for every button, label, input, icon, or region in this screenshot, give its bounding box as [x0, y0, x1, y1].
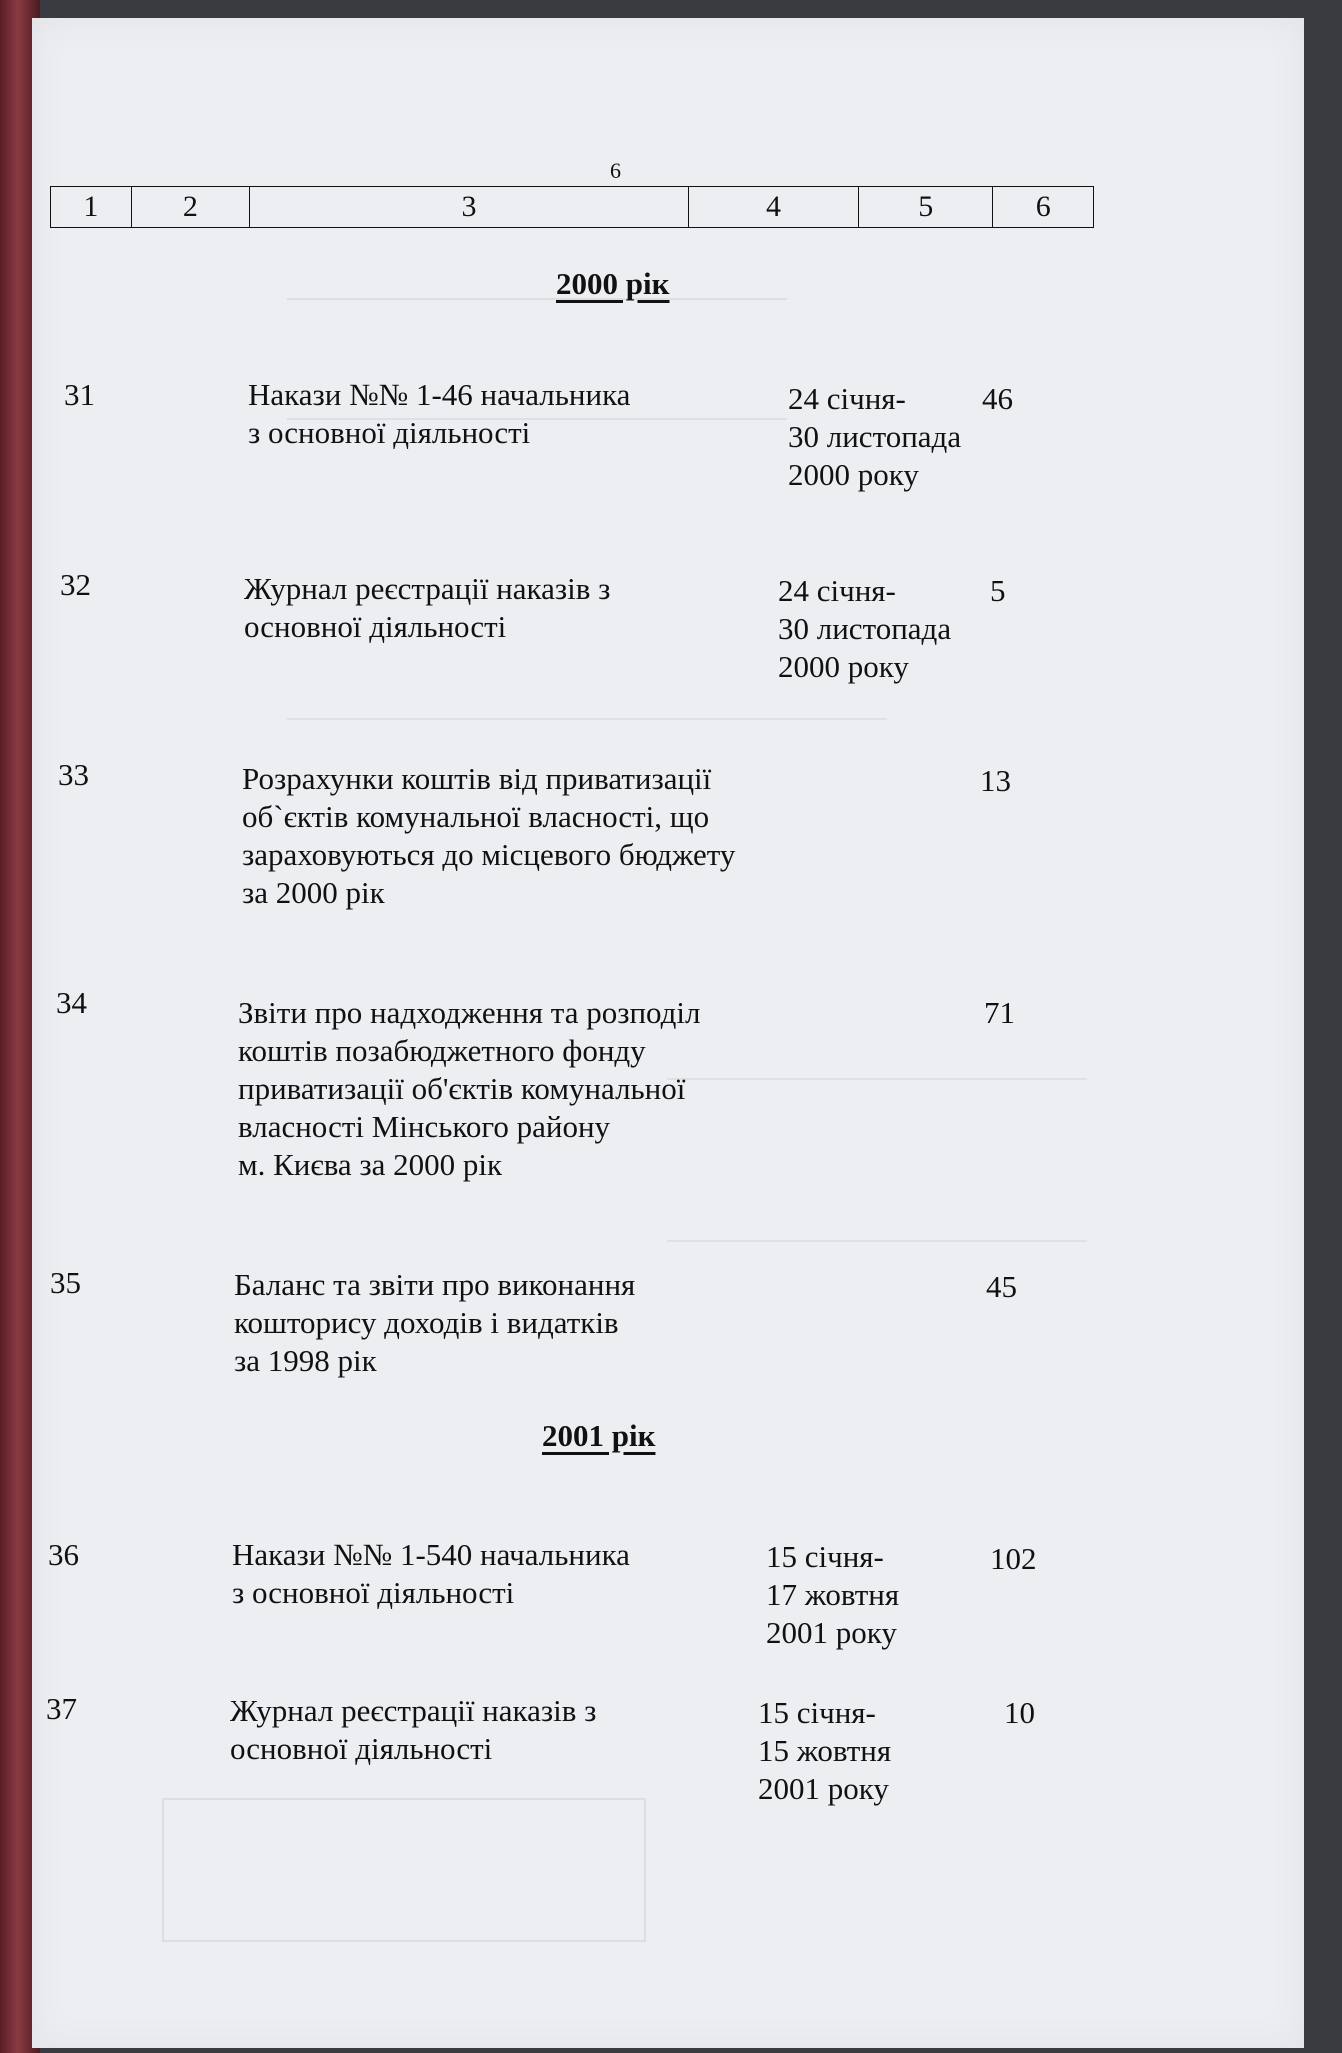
entry-34-title: Звіти про надходження та розподіл коштів позабюджетного фонду приватизації об'єктів комунальної власності Мінського району м. Києва за 2000 рік — [238, 995, 701, 1182]
entry-37-title: Журнал реєстрації наказів з основної діяльності — [230, 1693, 597, 1766]
entry-33-number: 33 — [58, 757, 89, 792]
page-number: 6 — [610, 158, 621, 183]
entry-33-sheets: 13 — [980, 763, 1011, 798]
entry-32-dates: 24 січня- 30 листопада 2000 року — [778, 573, 952, 684]
col-5-header: 5 — [859, 187, 993, 228]
entry-31-number: 31 — [64, 377, 95, 412]
col-4-header: 4 — [688, 187, 858, 228]
entry-36-title: Накази №№ 1-540 начальника з основної діяльності — [232, 1537, 630, 1610]
col-6-header: 6 — [993, 187, 1094, 228]
entry-37-dates: 15 січня- 15 жовтня 2001 року — [758, 1695, 892, 1806]
entry-34-number: 34 — [56, 985, 87, 1020]
entry-35-number: 35 — [50, 1265, 81, 1300]
entry-31-sheets: 46 — [982, 381, 1013, 416]
entry-37-sheets: 10 — [1004, 1695, 1035, 1730]
entry-35-title: Баланс та звіти про виконання кошторису доходів і видатків за 1998 рік — [234, 1267, 636, 1378]
col-3-header: 3 — [250, 187, 689, 228]
document-page — [32, 18, 1304, 2048]
entry-32-number: 32 — [60, 567, 91, 602]
year-heading-2000: 2000 рік — [556, 266, 670, 301]
entry-37-number: 37 — [46, 1691, 77, 1726]
col-2-header: 2 — [131, 187, 249, 228]
year-heading-2001: 2001 рік — [542, 1418, 656, 1453]
entry-31-dates: 24 січня- 30 листопада 2000 року — [788, 381, 962, 492]
stamp-show-through — [162, 1798, 646, 1942]
col-1-header: 1 — [51, 187, 132, 228]
entry-36-dates: 15 січня- 17 жовтня 2001 року — [766, 1539, 900, 1650]
column-header-table — [50, 186, 1094, 228]
entry-34-sheets: 71 — [984, 995, 1015, 1030]
entry-36-number: 36 — [48, 1537, 79, 1572]
entry-36-sheets: 102 — [990, 1541, 1037, 1576]
entry-32-sheets: 5 — [990, 573, 1006, 608]
entry-33-title: Розрахунки коштів від приватизації об`єктів комунальної власності, що зараховуються до місцевого бюджету за 2000 рік — [242, 761, 736, 910]
entry-35-sheets: 45 — [986, 1269, 1017, 1304]
entry-32-title: Журнал реєстрації наказів з основної діяльності — [244, 571, 611, 644]
entry-31-title: Накази №№ 1-46 начальника з основної діяльності — [248, 377, 631, 450]
